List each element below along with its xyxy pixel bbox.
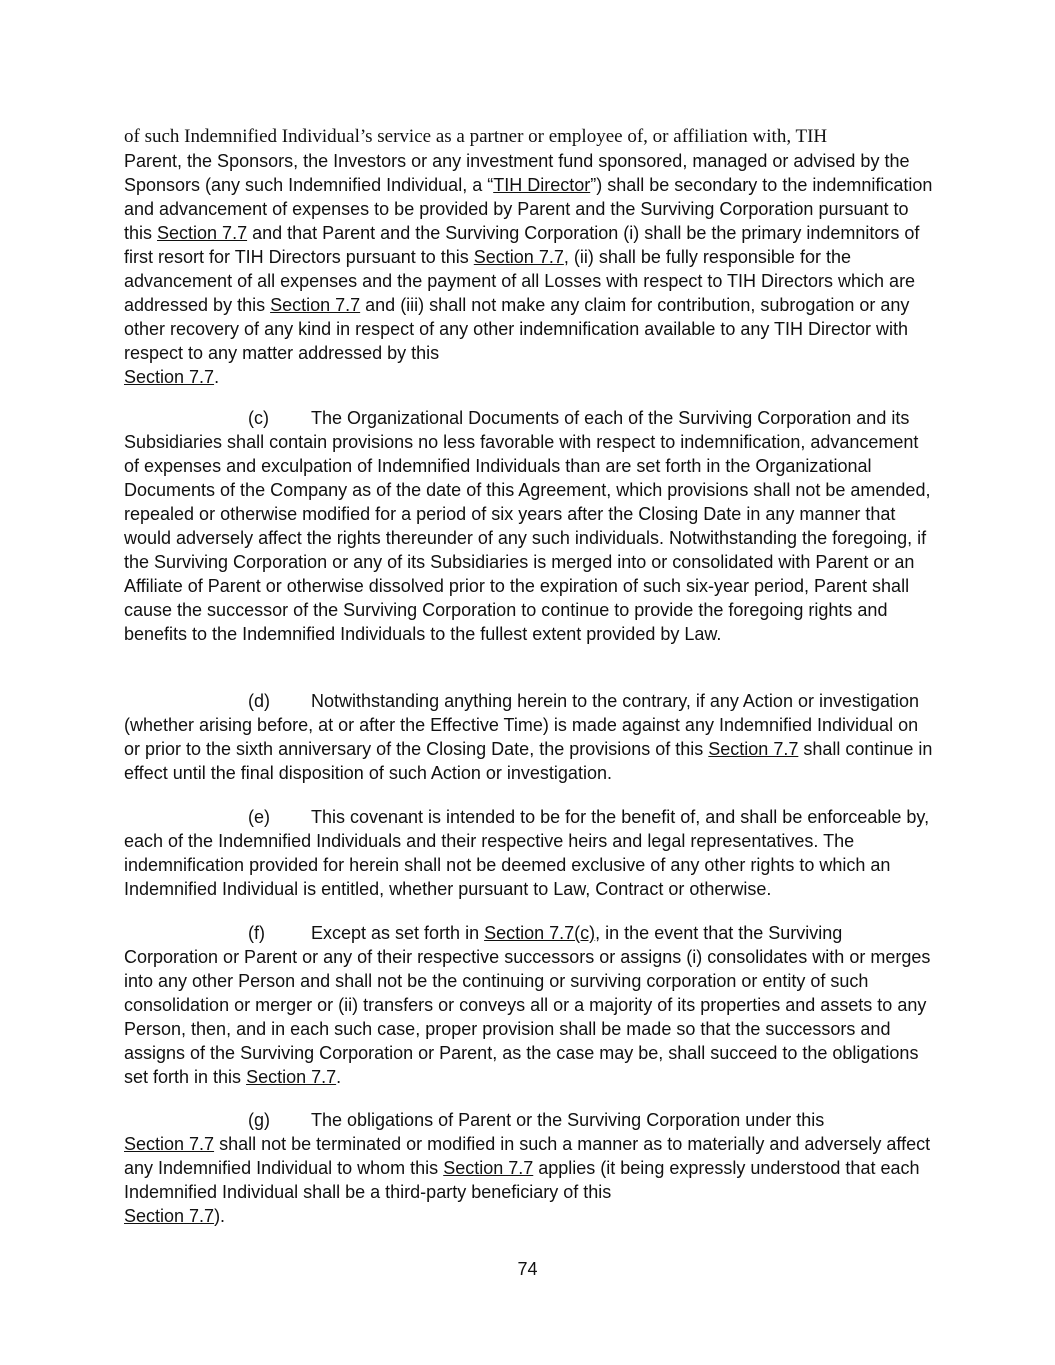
- text-run: The obligations of Parent or the Surviving Corporation under this: [311, 1110, 825, 1130]
- text-run: , (ii) shall be fully responsible for the advancement of all expenses and the payment of all Losses with respect to TIH Directors which are addressed by this: [124, 247, 916, 315]
- clause-label-d: (d): [248, 691, 270, 711]
- section-reference: Section 7.7: [270, 295, 361, 315]
- text-run: ”) shall be secondary to the indemnification and advancement of expenses to be provided by Parent and the Surviving Corporation pursuant to this: [124, 175, 933, 243]
- text-run: .: [214, 367, 220, 387]
- text-run: Except as set forth in: [311, 923, 485, 943]
- section-reference: Section 7.7: [124, 1134, 215, 1154]
- clause-label-g: (g): [248, 1110, 270, 1130]
- section-reference: Section 7.7: [124, 1206, 215, 1226]
- text-run: and (iii) shall not make any claim for contribution, subrogation or any other recovery of any kind in respect of any other indemnification available to any TIH Director with respect to any matter addressed by this: [124, 295, 910, 363]
- text-run: This covenant is intended to be for the benefit of, and shall be enforceable by, each of the Indemnified Individuals and their respective heirs and legal representatives. The indemnification provided for herein shall not be deemed exclusive of any other rights to which an Indemnified Individual is entitled, whether pursuant to Law, Contract or otherwise.: [124, 807, 930, 899]
- text-run: , in the event that the Surviving Corporation or Parent or any of their respective successors or assigns (i) consolidates with or merges into any other Person and shall not be the continuing or surviving corporation or entity of such consolidation or merger or (ii) transfers or conveys all or a majority of its properties and assets to any Person, then, and in each such case, proper provision shall be made so that the successors and assigns of the Surviving Corporation or Parent, as the case may be, shall succeed to the obligations set forth in this: [124, 923, 931, 1087]
- section-reference: Section 7.7: [473, 247, 564, 267]
- text-run: of such Indemnified Individual’s service as a partner or employee of, or affiliation with, TIH: [124, 126, 828, 147]
- text-run: and that Parent and the Surviving Corporation (i) shall be the primary indemnitors of first resort for TIH Directors pursuant to this: [124, 223, 920, 267]
- section-reference: Section 7.7: [246, 1067, 337, 1087]
- paragraph-f: [124, 921, 934, 1089]
- paragraph-g: [124, 1108, 934, 1228]
- text-run: shall continue in effect until the final disposition of such Action or investigation.: [124, 739, 933, 783]
- text-run: The Organizational Documents of each of the Surviving Corporation and its Subsidiaries shall contain provisions no less favorable with respect to indemnification, advancement of expenses and exculpation of Indemnified Individuals than are set forth in the Organizational Documents of the Company as of the date of this Agreement, which provisions shall not be amended, repealed or otherwise modified for a period of six years after the Closing Date in any manner that would adversely affect the rights thereunder of any such individuals. Notwithstanding the foregoing, if the Surviving Corporation or any of its Subsidiaries is merged into or consolidated with Parent or an Affiliate of Parent or otherwise dissolved prior to the expiration of such six-year period, Parent shall cause the successor of the Surviving Corporation to continue to provide the foregoing rights and benefits to the Indemnified Individuals to the fullest extent provided by Law.: [124, 408, 931, 644]
- paragraph-e: [124, 805, 934, 901]
- text-run: .: [336, 1067, 342, 1087]
- page-number: 74: [517, 1259, 538, 1279]
- paragraph-continuation: [124, 124, 934, 389]
- clause-label-e: (e): [248, 807, 270, 827]
- section-reference: Section 7.7: [124, 367, 215, 387]
- text-run: Parent, the Sponsors, the Investors or any investment fund sponsored, managed or advised by the Sponsors (any such Indemnified Individual, a “: [124, 151, 910, 195]
- section-reference: Section 7.7: [443, 1158, 534, 1178]
- clause-label-f: (f): [248, 923, 265, 943]
- defined-term-tih-director: TIH Director: [493, 175, 591, 195]
- paragraph-d: [124, 689, 934, 785]
- text-run: ).: [214, 1206, 226, 1226]
- text-run: shall not be terminated or modified in such a manner as to materially and adversely affect any Indemnified Individual to whom this: [124, 1134, 931, 1178]
- paragraph-c: [124, 406, 934, 646]
- text-run: Notwithstanding anything herein to the contrary, if any Action or investigation (whether arising before, at or after the Effective Time) is made against any Indemnified Individual on or prior to the sixth anniversary of the Closing Date, the provisions of this: [124, 691, 920, 759]
- section-reference: Section 7.7: [157, 223, 248, 243]
- section-reference: Section 7.7(c): [484, 923, 596, 943]
- section-reference: Section 7.7: [708, 739, 799, 759]
- text-run: applies (it being expressly understood that each Indemnified Individual shall be a third-party beneficiary of this: [124, 1158, 920, 1202]
- clause-label-c: (c): [248, 408, 269, 428]
